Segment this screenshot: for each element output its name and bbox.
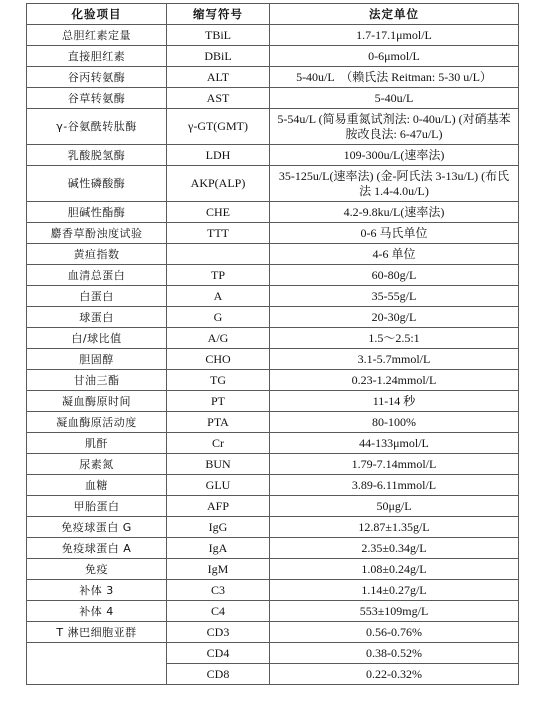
cell-test-item: 补体 3 <box>27 580 167 601</box>
table-row <box>27 88 519 109</box>
cell-legal-unit: 60-80g/L <box>270 265 519 286</box>
cell-abbreviation: IgM <box>167 559 270 580</box>
table-row <box>27 244 519 265</box>
cell-legal-unit: 80-100% <box>270 412 519 433</box>
cell-legal-unit: 5-40u/L <box>270 88 519 109</box>
table-row <box>27 391 519 412</box>
cell-abbreviation: ALT <box>167 67 270 88</box>
cell-test-item: 谷丙转氨酶 <box>27 67 167 88</box>
cell-test-item: 白/球比值 <box>27 328 167 349</box>
cell-abbreviation: IgA <box>167 538 270 559</box>
table-body <box>27 25 519 685</box>
table-row <box>27 286 519 307</box>
lab-reference-table <box>26 3 519 685</box>
cell-abbreviation: TP <box>167 265 270 286</box>
cell-test-item <box>27 643 167 685</box>
cell-test-item: 免疫球蛋白 G <box>27 517 167 538</box>
cell-legal-unit: 35-55g/L <box>270 286 519 307</box>
table-row <box>27 370 519 391</box>
cell-test-item: 免疫球蛋白 A <box>27 538 167 559</box>
cell-test-item: 血清总蛋白 <box>27 265 167 286</box>
cell-test-item: 甘油三酯 <box>27 370 167 391</box>
cell-test-item: 血糖 <box>27 475 167 496</box>
cell-abbreviation: AKP(ALP) <box>167 166 270 202</box>
cell-legal-unit: 20-30g/L <box>270 307 519 328</box>
cell-legal-unit: 1.14±0.27g/L <box>270 580 519 601</box>
cell-legal-unit: 3.1-5.7mmol/L <box>270 349 519 370</box>
table-row <box>27 265 519 286</box>
cell-legal-unit: 1.5～2.5:1 <box>270 328 519 349</box>
table-row <box>27 67 519 88</box>
cell-legal-unit: 553±109mg/L <box>270 601 519 622</box>
cell-abbreviation: AST <box>167 88 270 109</box>
table-row <box>27 46 519 67</box>
cell-test-item: 凝血酶原时间 <box>27 391 167 412</box>
table-row <box>27 454 519 475</box>
table-row <box>27 166 519 202</box>
cell-abbreviation <box>167 244 270 265</box>
cell-abbreviation: C3 <box>167 580 270 601</box>
cell-legal-unit: 1.08±0.24g/L <box>270 559 519 580</box>
cell-test-item: 胆碱性酯酶 <box>27 202 167 223</box>
cell-legal-unit: 5-54u/L (简易重氮试剂法: 0-40u/L) (对硝基苯胺改良法: 6-47u/L) <box>270 109 519 145</box>
header-legal-unit: 法定单位 <box>270 4 519 25</box>
table-row <box>27 433 519 454</box>
cell-test-item: 乳酸脱氢酶 <box>27 145 167 166</box>
cell-test-item: 谷草转氨酶 <box>27 88 167 109</box>
table-row <box>27 475 519 496</box>
table-row <box>27 622 519 643</box>
cell-abbreviation: LDH <box>167 145 270 166</box>
cell-legal-unit: 2.35±0.34g/L <box>270 538 519 559</box>
cell-legal-unit: 109-300u/L(速率法) <box>270 145 519 166</box>
cell-abbreviation: G <box>167 307 270 328</box>
cell-abbreviation: BUN <box>167 454 270 475</box>
cell-legal-unit: 1.7-17.1μmol/L <box>270 25 519 46</box>
cell-test-item: 补体 4 <box>27 601 167 622</box>
cell-abbreviation: PT <box>167 391 270 412</box>
cell-legal-unit: 5-40u/L （赖氏法 Reitman: 5-30 u/L） <box>270 67 519 88</box>
cell-legal-unit: 4.2-9.8ku/L(速率法) <box>270 202 519 223</box>
cell-legal-unit: 50μg/L <box>270 496 519 517</box>
table-row <box>27 559 519 580</box>
header-abbreviation: 缩写符号 <box>167 4 270 25</box>
cell-abbreviation: AFP <box>167 496 270 517</box>
cell-legal-unit: 3.89-6.11mmol/L <box>270 475 519 496</box>
cell-legal-unit: 0-6μmol/L <box>270 46 519 67</box>
cell-test-item: T 淋巴细胞亚群 <box>27 622 167 643</box>
cell-test-item: 直接胆红素 <box>27 46 167 67</box>
table-header-row <box>27 4 519 25</box>
cell-abbreviation: CHE <box>167 202 270 223</box>
cell-legal-unit: 0-6 马氏单位 <box>270 223 519 244</box>
table-row <box>27 109 519 145</box>
table-row <box>27 580 519 601</box>
table-row <box>27 412 519 433</box>
cell-abbreviation: GLU <box>167 475 270 496</box>
table-row <box>27 328 519 349</box>
table-row <box>27 538 519 559</box>
cell-legal-unit: 1.79-7.14mmol/L <box>270 454 519 475</box>
cell-abbreviation: TTT <box>167 223 270 244</box>
header-test-item: 化验项目 <box>27 4 167 25</box>
table-row <box>27 601 519 622</box>
cell-test-item: 凝血酶原活动度 <box>27 412 167 433</box>
cell-legal-unit: 4-6 单位 <box>270 244 519 265</box>
cell-legal-unit: 0.56-0.76% <box>270 622 519 643</box>
cell-abbreviation: CD4 <box>167 643 270 664</box>
cell-abbreviation: γ-GT(GMT) <box>167 109 270 145</box>
cell-legal-unit: 0.23-1.24mmol/L <box>270 370 519 391</box>
cell-abbreviation: DBiL <box>167 46 270 67</box>
cell-abbreviation: CD8 <box>167 664 270 685</box>
cell-legal-unit: 12.87±1.35g/L <box>270 517 519 538</box>
cell-legal-unit: 35-125u/L(速率法) (金-阿氏法 3-13u/L) (布氏法 1.4-4.0u/L) <box>270 166 519 202</box>
cell-abbreviation: IgG <box>167 517 270 538</box>
cell-test-item: 碱性磷酸酶 <box>27 166 167 202</box>
cell-abbreviation: CD3 <box>167 622 270 643</box>
cell-test-item: 球蛋白 <box>27 307 167 328</box>
cell-abbreviation: CHO <box>167 349 270 370</box>
cell-abbreviation: A <box>167 286 270 307</box>
table-row <box>27 25 519 46</box>
cell-abbreviation: C4 <box>167 601 270 622</box>
cell-test-item: 胆固醇 <box>27 349 167 370</box>
table-row <box>27 307 519 328</box>
cell-abbreviation: A/G <box>167 328 270 349</box>
table-row <box>27 145 519 166</box>
cell-test-item: 肌酐 <box>27 433 167 454</box>
cell-abbreviation: TG <box>167 370 270 391</box>
table-row <box>27 223 519 244</box>
table-row <box>27 349 519 370</box>
cell-legal-unit: 0.38-0.52% <box>270 643 519 664</box>
cell-test-item: 总胆红素定量 <box>27 25 167 46</box>
table-row <box>27 496 519 517</box>
cell-legal-unit: 44-133μmol/L <box>270 433 519 454</box>
lab-reference-sheet <box>26 3 518 685</box>
cell-test-item: 黄疸指数 <box>27 244 167 265</box>
cell-legal-unit: 0.22-0.32% <box>270 664 519 685</box>
cell-test-item: 尿素氮 <box>27 454 167 475</box>
cell-test-item: 免疫 <box>27 559 167 580</box>
table-row <box>27 202 519 223</box>
table-row <box>27 517 519 538</box>
table-row <box>27 643 519 664</box>
cell-abbreviation: TBiL <box>167 25 270 46</box>
cell-test-item: γ-谷氨酰转肽酶 <box>27 109 167 145</box>
cell-legal-unit: 11-14 秒 <box>270 391 519 412</box>
cell-test-item: 白蛋白 <box>27 286 167 307</box>
cell-abbreviation: Cr <box>167 433 270 454</box>
cell-test-item: 麝香草酚浊度试验 <box>27 223 167 244</box>
cell-test-item: 甲胎蛋白 <box>27 496 167 517</box>
cell-abbreviation: PTA <box>167 412 270 433</box>
